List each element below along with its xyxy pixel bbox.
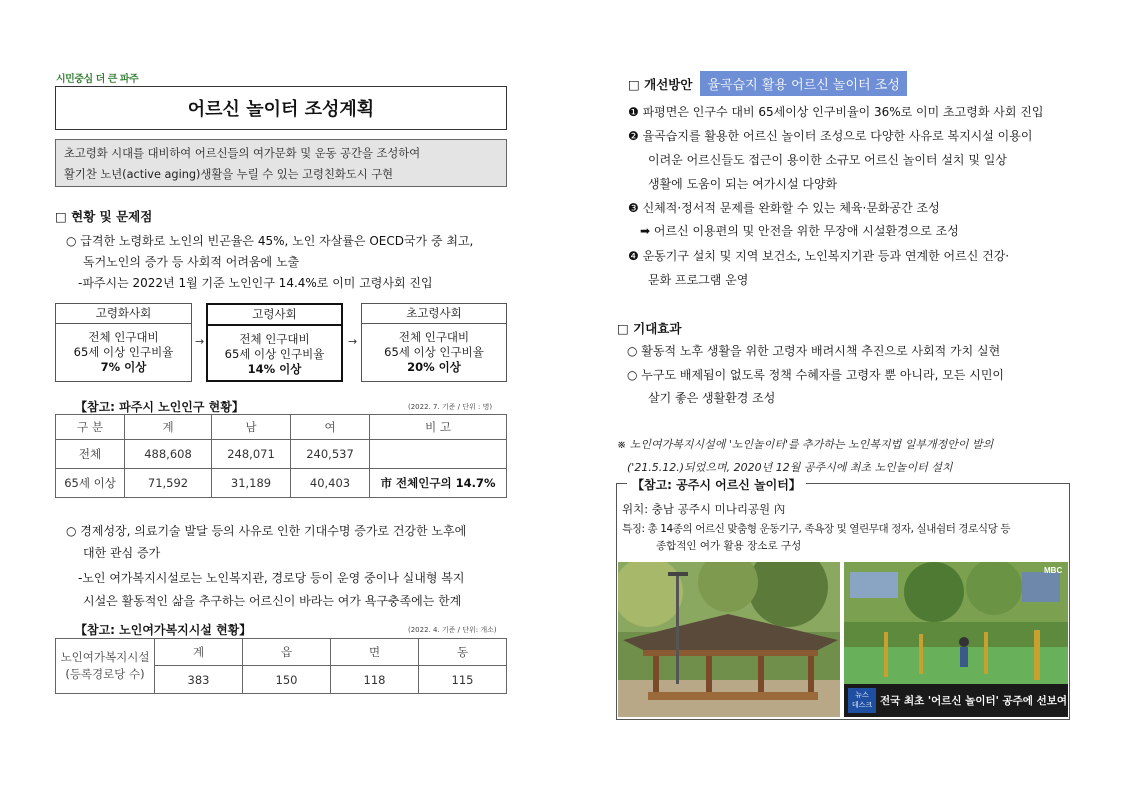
stage-value: 14% 이상 <box>247 362 302 376</box>
footnote-line: ('21.5.12.)되었으며, 2020년 12월 공주시에 최초 노인놀이터 설치 <box>627 461 953 474</box>
summary-line: 활기찬 노년(active aging)생활을 누릴 수 있는 고령친화도시 구현 <box>64 168 394 181</box>
status-line: -노인 여가복지시설로는 노인복지관, 경로당 등이 운영 중이나 실내형 복지 <box>78 571 465 585</box>
improve-label: □ 개선방안 <box>628 76 693 92</box>
row-header-line: (등록경로당 수) <box>65 667 145 681</box>
table-header-cell: 여 <box>291 415 370 440</box>
arrow-icon: → <box>348 335 358 348</box>
table-header-row <box>56 639 507 666</box>
table-header-cell: 동 <box>419 639 507 666</box>
table-header-cell: 계 <box>125 415 212 440</box>
ref1-note: (2022. 7. 기준 / 단위 : 명) <box>408 403 493 411</box>
stage-box-aged <box>206 303 343 382</box>
news-photo <box>844 562 1068 717</box>
news-tag <box>850 690 874 710</box>
status-line: 대한 관심 증가 <box>83 546 161 560</box>
stage-desc: 전체 인구대비 <box>398 330 470 344</box>
table-cell: 240,537 <box>291 440 370 469</box>
improve-heading <box>628 71 907 96</box>
stage-name: 고령사회 <box>208 305 341 326</box>
stage-name: 고령화사회 <box>56 304 191 324</box>
effect-item: 살기 좋은 생활환경 조성 <box>648 391 776 405</box>
table-cell: 65세 이상 <box>56 469 125 498</box>
stage-value: 20% 이상 <box>407 360 461 374</box>
improve-item: 문화 프로그램 운영 <box>648 273 749 287</box>
mbc-logo: MBC <box>1044 566 1063 575</box>
table-header-cell: 구 분 <box>56 415 125 440</box>
status-line: -파주시는 2022년 1월 기준 노인인구 14.4%로 이미 고령사회 진입 <box>78 276 433 290</box>
table-header-cell: 읍 <box>243 639 331 666</box>
improve-item: ❶ 파평면은 인구수 대비 65세이상 인구비율이 36%로 이미 초고령화 사회 진입 <box>628 105 1044 119</box>
population-table <box>55 414 507 498</box>
status-line: ○ 급격한 노령화로 노인의 빈곤율은 45%, 노인 자살률은 OECD국가 중 최고, <box>66 234 474 248</box>
footnote-line: ※ 노인여가복지시설에 '노인놀이터'를 추가하는 노인복지법 일부개정안이 발의 <box>617 438 994 451</box>
effect-item: ○ 활동적 노후 생활을 위한 고령자 배려시책 추진으로 사회적 가치 실현 <box>627 344 1001 358</box>
page-title: 어르신 놀이터 조성계획 <box>55 86 507 130</box>
news-caption: 전국 최초 '어르신 놀이터' 공주에 선보여 <box>880 695 1067 707</box>
table-header-cell: 면 <box>331 639 419 666</box>
table-cell: 118 <box>331 666 419 694</box>
row-header-line: 노인여가복지시설 <box>60 650 150 664</box>
ref2-title: 【참고: 노인여가복지시설 현황】 <box>75 623 252 637</box>
table-cell: 31,189 <box>212 469 291 498</box>
status-heading: □ 현황 및 문제점 <box>55 209 153 224</box>
table-row <box>56 469 507 498</box>
ref3-feature: 종합적인 여가 활용 장소로 구성 <box>656 540 802 552</box>
stage-desc: 65세 이상 인구비율 <box>224 347 325 361</box>
table-header-cell: 계 <box>155 639 243 666</box>
improve-item: 생활에 도움이 되는 여가시설 다양화 <box>648 177 838 191</box>
news-tag-line: 데스크 <box>851 701 873 709</box>
facility-table <box>55 638 507 694</box>
table-cell: 383 <box>155 666 243 694</box>
table-row-header <box>56 639 155 694</box>
summary-line: 초고령화 시대를 대비하여 어르신들의 여가문화 및 운동 공간을 조성하여 <box>64 147 421 160</box>
table-cell: 150 <box>243 666 331 694</box>
stage-desc: 전체 인구대비 <box>239 332 310 346</box>
news-tag-line: 뉴스 <box>855 691 869 699</box>
table-cell: 115 <box>419 666 507 694</box>
improve-item: ❸ 신체적·정서적 문제를 완화할 수 있는 체육·문화공간 조성 <box>628 201 940 215</box>
ref3-location: 위치: 충남 공주시 미나리공원 內 <box>622 502 786 516</box>
improve-item: ➡ 어르신 이용편의 및 안전을 위한 무장애 시설환경으로 조성 <box>640 224 959 238</box>
ref3-feature: 특징: 총 14종의 어르신 맞춤형 운동기구, 족욕장 및 열린무대 정자, 실내쉼터 경로식당 등 <box>622 523 1011 535</box>
pavilion-photo <box>618 562 840 717</box>
stage-name: 초고령사회 <box>362 304 506 324</box>
table-cell <box>370 440 507 469</box>
improve-item: ❷ 율곡습지를 활용한 어르신 놀이터 조성으로 다양한 사유로 복지시설 이용이 <box>628 129 1033 143</box>
stage-box-super-aged <box>361 303 507 382</box>
improve-item: 이려운 어르신들도 접근이 용이한 소규모 어르신 놀이터 설치 및 일상 <box>648 153 1007 167</box>
stage-box-aging <box>55 303 192 382</box>
table-cell: 248,071 <box>212 440 291 469</box>
table-cell: 市 전체인구의 14.7% <box>370 469 507 498</box>
table-row <box>56 440 507 469</box>
table-cell: 40,403 <box>291 469 370 498</box>
table-header-cell: 남 <box>212 415 291 440</box>
improve-item: ❹ 운동기구 설치 및 지역 보건소, 노인복지기관 등과 연계한 어르신 건강· <box>628 249 1010 263</box>
ref3-title: 【참고: 공주시 어르신 놀이터】 <box>627 476 806 493</box>
stage-desc: 전체 인구대비 <box>88 330 159 344</box>
table-header-cell: 비 고 <box>370 415 507 440</box>
table-header-row <box>56 415 507 440</box>
status-line: 독거노인의 증가 등 사회적 어려움에 노출 <box>83 255 300 269</box>
stage-desc: 65세 이상 인구비율 <box>384 345 484 359</box>
ref2-note: (2022. 4. 기준 / 단위: 개소) <box>408 626 497 634</box>
logo-text: 시민중심 더 큰 파주 <box>56 74 139 85</box>
stage-value: 7% 이상 <box>100 360 147 374</box>
effect-item: ○ 누구도 배제됨이 없도록 정책 수혜자를 고령자 뿐 아니라, 모든 시민이 <box>627 368 1005 382</box>
table-cell: 71,592 <box>125 469 212 498</box>
arrow-icon: → <box>195 335 205 348</box>
status-line: 시설은 활동적인 삶을 추구하는 어르신이 바라는 여가 욕구충족에는 한계 <box>83 594 462 608</box>
status-line: ○ 경제성장, 의료기술 발달 등의 사유로 인한 기대수명 증가로 건강한 노후에 <box>66 524 467 538</box>
ref1-title: 【참고: 파주시 노인인구 현황】 <box>75 400 244 414</box>
table-cell: 488,608 <box>125 440 212 469</box>
table-cell: 전체 <box>56 440 125 469</box>
improve-highlight: 율곡습지 활용 어르신 놀이터 조성 <box>700 71 906 96</box>
stage-desc: 65세 이상 인구비율 <box>73 345 174 359</box>
summary-box <box>55 139 507 187</box>
effect-heading: □ 기대효과 <box>617 321 682 336</box>
